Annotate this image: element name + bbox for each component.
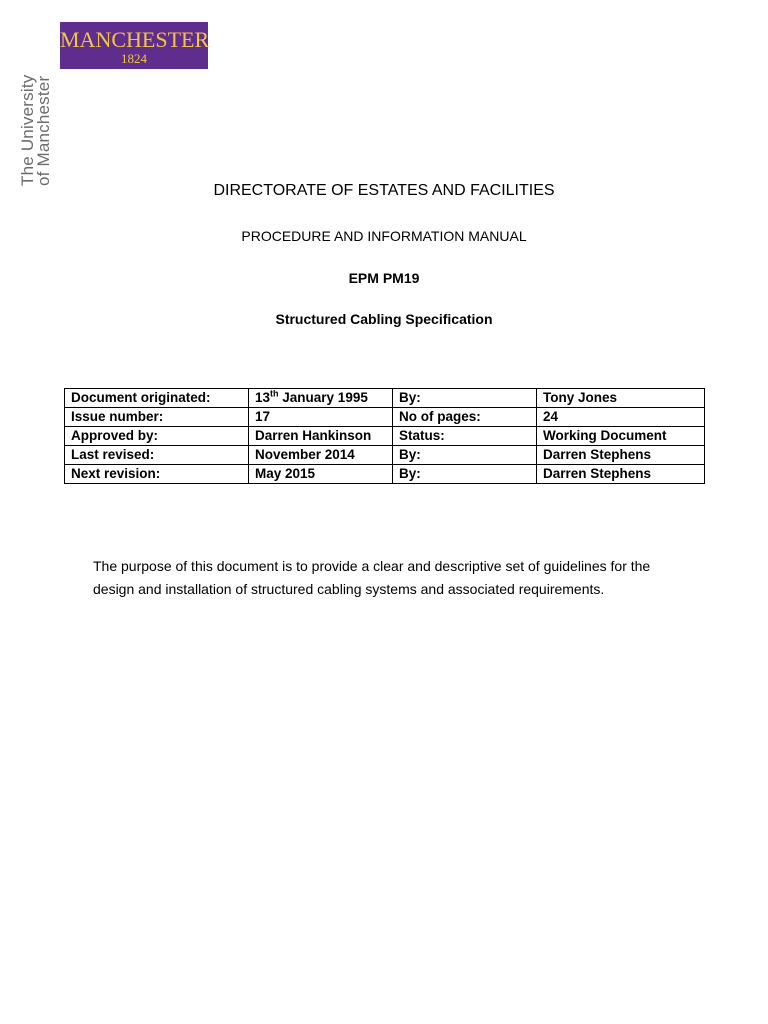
row-label: Last revised: (65, 446, 249, 465)
logo-name: MANCHESTER (60, 27, 210, 52)
row-label: Approved by: (65, 427, 249, 446)
row-label-2: No of pages: (393, 408, 537, 427)
table-row (65, 427, 705, 446)
table-row (65, 408, 705, 427)
row-value: Darren Hankinson (249, 427, 393, 446)
university-wordmark (20, 66, 60, 186)
manual-title: PROCEDURE AND INFORMATION MANUAL (241, 228, 527, 244)
row-value (249, 389, 393, 408)
university-logo (60, 22, 208, 69)
row-label-2: Status: (393, 427, 537, 446)
row-value-2: Darren Stephens (537, 465, 705, 484)
row-label: Document originated: (65, 389, 249, 408)
row-label-2: By: (393, 389, 537, 408)
date-suffix: th (270, 388, 279, 399)
table-row (65, 389, 705, 408)
wordmark-line-1: The University (18, 74, 37, 186)
row-value-2: Working Document (537, 427, 705, 446)
logo-year: 1824 (121, 51, 147, 66)
row-value-2: 24 (537, 408, 705, 427)
date-rest: January 1995 (278, 390, 368, 405)
document-subject: Structured Cabling Specification (275, 311, 493, 327)
table-row (65, 465, 705, 484)
wordmark-line-2: of Manchester (34, 75, 53, 186)
date-day: 13 (255, 390, 271, 405)
row-value-2: Tony Jones (537, 389, 705, 408)
row-label-2: By: (393, 446, 537, 465)
row-value-2: Darren Stephens (537, 446, 705, 465)
row-label: Next revision: (65, 465, 249, 484)
purpose-paragraph: The purpose of this document is to provide a clear and descriptive set of guidelines for the design and installation of structured cabling systems and associated requirements. (93, 558, 651, 597)
row-label: Issue number: (65, 408, 249, 427)
row-value: 17 (249, 408, 393, 427)
directorate-title: DIRECTORATE OF ESTATES AND FACILITIES (213, 182, 555, 199)
row-value: May 2015 (249, 465, 393, 484)
document-details-table (64, 388, 705, 484)
table-row (65, 446, 705, 465)
row-value: November 2014 (249, 446, 393, 465)
document-code: EPM PM19 (348, 270, 420, 286)
row-label-2: By: (393, 465, 537, 484)
